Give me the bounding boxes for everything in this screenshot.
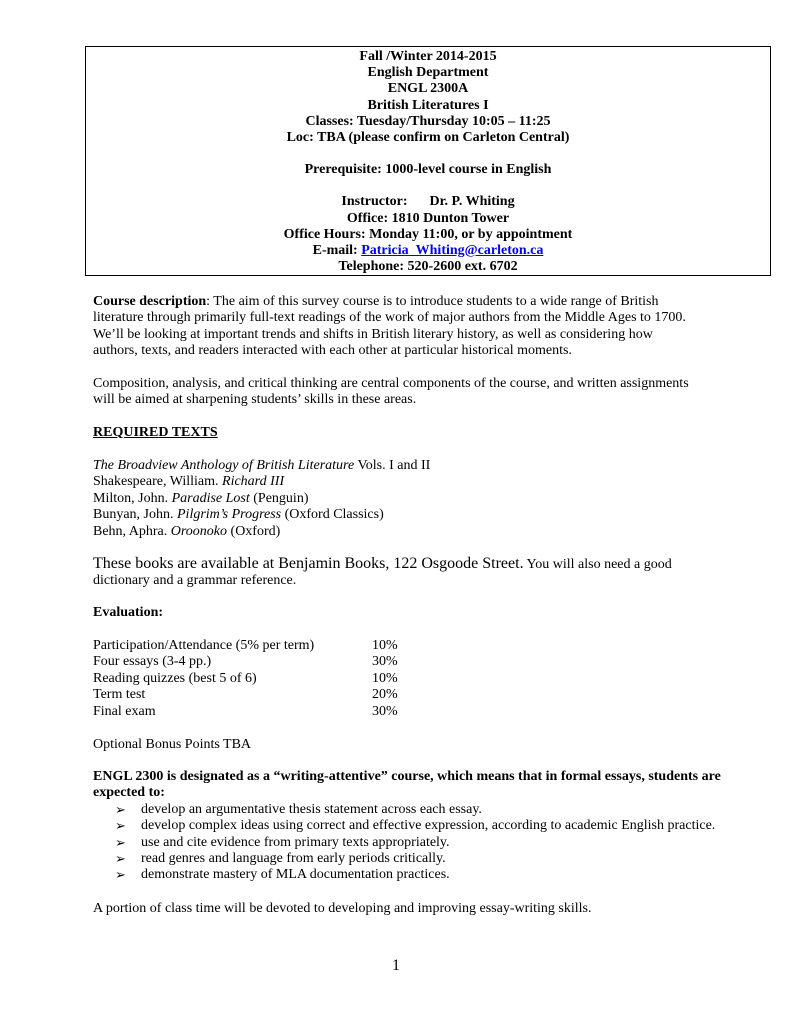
email-label: E-mail: (312, 243, 358, 259)
email-line (86, 243, 770, 259)
composition-paragraph (93, 376, 721, 409)
office: Office: 1810 Dunton Tower (346, 210, 510, 226)
table-row: Term test 20% (93, 687, 398, 703)
required-texts-list (93, 458, 721, 540)
text-item: Behn, Aphra. Oroonoko (Oxford) (93, 523, 281, 539)
list-item: ➢ use and cite evidence from primary texts appropriately. (115, 834, 450, 850)
office-hours: Office Hours: Monday 11:00, or by appointment (283, 226, 573, 242)
arrow-bullet-icon: ➢ (115, 851, 126, 867)
telephone: Telephone: 520-2600 ext. 6702 (338, 259, 518, 275)
arrow-bullet-icon: ➢ (115, 801, 126, 817)
writing-goals-list (93, 802, 721, 884)
arrow-bullet-icon: ➢ (115, 834, 126, 850)
page-number: 1 (392, 957, 400, 974)
text-item: Shakespeare, William. Richard III (93, 474, 285, 490)
course-description-line: : The aim of this survey course is to introduce students to a wide range of British (206, 294, 659, 309)
department: English Department (367, 65, 489, 81)
instructor (86, 194, 770, 210)
list-item: ➢ develop an argumentative thesis statement across each essay. (115, 801, 482, 817)
course-description-line: We’ll be looking at important trends and shifts in British literary history, as well as considering how (93, 326, 653, 342)
writing-attentive-line: expected to: (93, 785, 165, 801)
required-texts-heading: REQUIRED TEXTS (93, 425, 218, 440)
text-item: Bunyan, John. Pilgrim’s Progress (Oxford Classics) (93, 507, 384, 523)
composition-line: Composition, analysis, and critical thinking are central components of the course, and written assignments (93, 376, 689, 391)
bonus-points: Optional Bonus Points TBA (93, 737, 252, 752)
writing-attentive-line: ENGL 2300 is designated as a “writing-attentive” course, which means that in formal essays, students are (93, 769, 721, 784)
list-item: ➢ develop complex ideas using correct and effective expression, according to academic English practice. (115, 818, 716, 834)
arrow-bullet-icon: ➢ (115, 818, 126, 834)
availability-line: dictionary and a grammar reference. (93, 573, 297, 589)
email-link[interactable]: Patricia_Whiting@carleton.ca (361, 243, 544, 259)
evaluation-table (93, 638, 721, 720)
course-description-line: authors, texts, and readers interacted with each other at particular historical moments. (93, 343, 572, 359)
instructor-label: Instructor: (341, 194, 408, 210)
list-item: ➢ read genres and language from early periods critically. (115, 851, 446, 867)
course-description-label: Course description (93, 294, 207, 309)
composition-line: will be aimed at sharpening students’ skills in these areas. (93, 392, 417, 408)
instructor-name: Dr. P. Whiting (429, 194, 515, 210)
class-schedule: Classes: Tuesday/Thursday 10:05 – 11:25 (305, 113, 551, 129)
table-row: Four essays (3-4 pp.) 30% (93, 654, 398, 670)
availability-extra: You will also need a good (523, 557, 672, 572)
availability-main: These books are available at Benjamin Books, 122 Osgoode Street. (93, 555, 524, 572)
table-row: Reading quizzes (best 5 of 6) 10% (93, 670, 398, 686)
course-description-line: literature through primarily full-text readings of the work of major authors from the Middle Ages to 1700. (93, 310, 686, 326)
text-item: The Broadview Anthology of British Literature Vols. I and II (93, 458, 431, 473)
text-item: Milton, John. Paradise Lost (Penguin) (93, 490, 309, 506)
availability-paragraph (93, 556, 721, 590)
writing-attentive-section (93, 769, 721, 884)
course-description (93, 294, 721, 360)
term: Fall /Winter 2014-2015 (359, 49, 497, 64)
course-header-box (85, 46, 771, 276)
prerequisite: Prerequisite: 1000-level course in English (304, 162, 552, 178)
class-location: Loc: TBA (please confirm on Carleton Central) (286, 130, 570, 146)
evaluation-heading: Evaluation: (93, 605, 164, 620)
table-row: Final exam 30% (93, 703, 398, 719)
course-title: British Literatures I (367, 97, 489, 113)
list-item: ➢ demonstrate mastery of MLA documentation practices. (115, 867, 450, 883)
table-row: Participation/Attendance (5% per term) 10% (93, 638, 398, 653)
closing-paragraph: A portion of class time will be devoted to developing and improving essay-writing skills. (93, 901, 592, 916)
arrow-bullet-icon: ➢ (115, 867, 126, 883)
course-code: ENGL 2300A (387, 81, 469, 97)
